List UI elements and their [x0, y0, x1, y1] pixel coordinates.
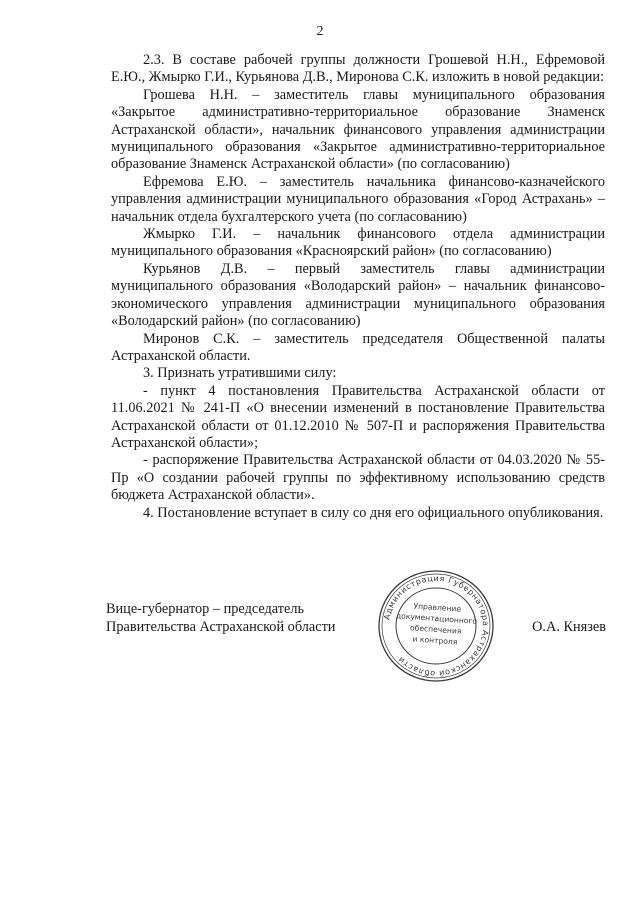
signatory-title	[106, 600, 335, 636]
paragraph-grosheva: Грошева Н.Н. – заместитель главы муниципального образования «Закрытое административно-территориальное образование Знаменск Астраханской области», начальник финансового управления администрации муниципального образования «Закрытое административно-территориальное образование Знаменск Астраханской области» (по согласованию)	[111, 86, 605, 173]
paragraph-efremova: Ефремова Е.Ю. – заместитель начальника финансово-казначейского управления администрации муниципального образования «Город Астрахань» – начальник отдела бухгалтерского учета (по согласованию)	[111, 173, 605, 225]
official-stamp	[376, 568, 496, 684]
paragraph-zhmyrko: Жмырко Г.И. – начальник финансового отдела администрации муниципального образования «Красноярский район» (по согласованию)	[111, 226, 605, 260]
signatory-title-line-1: Вице-губернатор – председатель	[106, 601, 305, 617]
paragraph-3-item-2: - распоряжение Правительства Астраханской области от 04.03.2020 № 55-Пр «О создании рабочей группы по эффективному использованию средств бюджета Астраханской области».	[111, 452, 605, 504]
stamp-seal-icon	[376, 568, 496, 684]
paragraph-kuryanov: Курьянов Д.В. – первый заместитель главы администрации муниципального образования «Володарский район» – начальник финансово-экономического управления администрации муниципального образования «Володарский район» (по согласованию)	[111, 260, 605, 330]
page-number: 2	[316, 24, 324, 39]
svg-text:обеспечения: обеспечения	[409, 623, 462, 636]
paragraph-3: 3. Признать утратившими силу:	[143, 365, 337, 382]
signature-block	[106, 600, 620, 660]
signatory-title-line-2: Правительства Астраханской области	[106, 619, 336, 635]
svg-text:и контроля: и контроля	[412, 634, 458, 647]
document-body	[111, 52, 605, 522]
paragraph-2-3: 2.3. В составе рабочей группы должности Грошевой Н.Н., Ефремовой Е.Ю., Жмырко Г.И., Курьянова Д.В., Миронова С.К. изложить в новой редакции:	[111, 52, 605, 86]
paragraph-4: 4. Постановление вступает в силу со дня его официального опубликования.	[143, 504, 604, 521]
paragraph-3-item-1: - пункт 4 постановления Правительства Астраханской области от 11.06.2021 № 241-П «О внесении изменений в постановление Правительства Астраханской области от 01.12.2010 № 507-П и распоряжения Правительства Астраханской области»;	[111, 382, 605, 451]
paragraph-mironov: Миронов С.К. – заместитель председателя Общественной палаты Астраханской области.	[111, 330, 605, 364]
signatory-name: О.А. Князев	[532, 619, 606, 635]
svg-text:Управление: Управление	[413, 601, 462, 614]
svg-text:Администрация Губернатора Астр: Администрация Губернатора Астраханской области	[382, 573, 491, 679]
svg-text:документационного: документационного	[395, 611, 478, 626]
